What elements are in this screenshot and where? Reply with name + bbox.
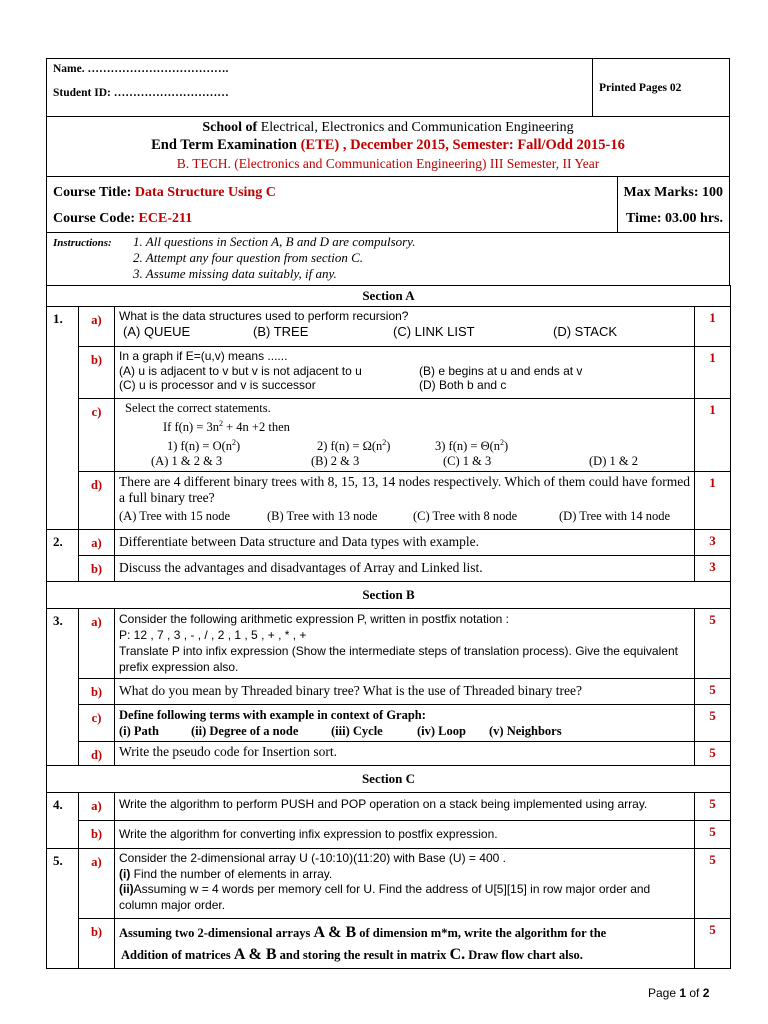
question-row	[47, 399, 731, 472]
question-part: c)	[79, 399, 115, 472]
options	[119, 454, 690, 469]
instruction-item: 2. Attempt any four question from section C.	[133, 250, 364, 265]
question-row	[47, 347, 731, 399]
sub-question-label: (i)	[119, 866, 131, 881]
instructions-label: Instructions:	[53, 237, 112, 249]
question-marks: 5	[695, 705, 731, 742]
option: (D) Both b and c	[419, 378, 507, 392]
question-part: a)	[79, 849, 115, 919]
question-part: b)	[79, 556, 115, 582]
question-row	[47, 472, 731, 530]
option: (D) STACK	[553, 324, 618, 339]
section-a-heading: Section A	[47, 286, 731, 307]
course-title-label: Course Title:	[53, 185, 132, 200]
text-fragment: Page	[648, 986, 680, 1000]
name-field: Name. ……………………………….	[53, 63, 229, 75]
question-marks: 1	[695, 307, 731, 347]
question-number: 1.	[47, 307, 79, 530]
exam-prefix: End Term Examination	[151, 137, 297, 153]
option: (C) LINK LIST	[393, 324, 475, 339]
title-block	[46, 117, 730, 176]
section-b-heading: Section B	[47, 582, 731, 609]
question-marks: 3	[695, 530, 731, 556]
question-marks: 1	[695, 347, 731, 399]
question-stem: Consider the following arithmetic expression P, written in postfix notation :	[119, 612, 509, 627]
question-instruction: Translate P into infix expression (Show the intermediate steps of translation process). Give the equivalent prefix expression also.	[119, 644, 678, 675]
question-number: 4.	[47, 793, 79, 849]
text-fragment: of dimension m*m, write the algorithm for the	[356, 926, 607, 941]
school-line	[47, 119, 729, 136]
page-number: 1	[679, 986, 687, 1000]
statement	[435, 435, 508, 454]
question-number: 5.	[47, 849, 79, 969]
exam-line	[47, 136, 729, 155]
question-text: Write the pseudo code for Insertion sort.	[115, 742, 695, 766]
question-stem: Select the correct statements.	[125, 401, 271, 415]
text-fragment: If f(n) = 3n	[163, 420, 219, 435]
question-text	[115, 919, 695, 969]
option: (A) Tree with 15 node	[119, 509, 231, 524]
matrix-names: A & B	[233, 946, 277, 964]
superscript: 2	[500, 438, 505, 448]
question-text: Write the algorithm for converting infix expression to postfix expression.	[115, 821, 695, 849]
sub-question-label: (ii)	[119, 882, 134, 897]
option: (B) 2 & 3	[311, 454, 360, 469]
course-code: ECE-211	[138, 211, 193, 226]
question-text	[115, 849, 695, 919]
postfix-expression: P: 12 , 7 , 3 , - , / , 2 , 1 , 5 , + , * , +	[119, 628, 307, 643]
text-fragment: Addition of matrices	[121, 948, 234, 963]
option: (A) u is adjacent to v but v is not adjacent to u	[119, 363, 362, 378]
question-row	[47, 530, 731, 556]
statements	[119, 435, 690, 454]
question-text	[115, 347, 695, 399]
question-part: b)	[79, 347, 115, 399]
student-id-field: Student ID: …………………………	[53, 87, 229, 99]
question-text: Differentiate between Data structure and Data types with example.	[115, 530, 695, 556]
text-fragment: and storing the result in matrix	[276, 948, 450, 963]
question-text	[115, 705, 695, 742]
question-marks: 3	[695, 556, 731, 582]
question-stem: There are 4 different binary trees with 8, 15, 13, 14 nodes respectively. Which of them could have formed a full binary tree?	[119, 474, 690, 506]
term: (ii) Degree of a node	[191, 724, 299, 739]
instructions	[46, 233, 730, 285]
text-fragment: 2) f(n) = Ω(n	[317, 439, 383, 454]
function-line	[119, 416, 690, 435]
superscript: 2	[232, 438, 237, 448]
question-part: a)	[79, 307, 115, 347]
question-line	[119, 944, 690, 966]
superscript: 2	[219, 419, 223, 428]
exam-meta	[618, 177, 730, 233]
question-row	[47, 793, 731, 821]
question-part: d)	[79, 742, 115, 766]
text-fragment: 3) f(n) = Θ(n	[435, 439, 501, 454]
page-total: 2	[702, 986, 710, 1000]
header-table	[46, 58, 730, 117]
question-row	[47, 705, 731, 742]
sub-question	[119, 867, 690, 883]
question-number: 3.	[47, 609, 79, 766]
sub-question	[119, 882, 690, 913]
question-stem: Consider the 2-dimensional array U (-10:10)(11:20) with Base (U) = 400 .	[119, 851, 506, 866]
question-part: c)	[79, 705, 115, 742]
term: (i) Path	[119, 724, 159, 739]
question-marks: 1	[695, 399, 731, 472]
question-marks: 5	[695, 821, 731, 849]
question-part: a)	[79, 530, 115, 556]
question-text: What do you mean by Threaded binary tree? What is the use of Threaded binary tree?	[115, 679, 695, 705]
question-text	[115, 307, 695, 347]
question-row	[47, 742, 731, 766]
option: (B) e begins at u and ends at v	[419, 363, 583, 378]
exam-details: (ETE) , December 2015, Semester: Fall/Odd 2015-16	[300, 137, 625, 153]
sub-question-text: Find the number of elements in array.	[130, 866, 333, 881]
option: (A) 1 & 2 & 3	[151, 454, 223, 469]
question-row	[47, 307, 731, 347]
question-row	[47, 849, 731, 919]
question-stem: Define following terms with example in context of Graph:	[119, 708, 426, 723]
term: (iii) Cycle	[331, 724, 383, 739]
question-stem: What is the data structures used to perform recursion?	[119, 309, 409, 323]
question-text	[115, 609, 695, 679]
question-row	[47, 821, 731, 849]
options	[119, 324, 690, 339]
course-title: Data Structure Using C	[134, 185, 276, 200]
option: (C) u is processor and v is successor	[119, 378, 316, 392]
text-fragment: of	[686, 986, 703, 1000]
course-info	[47, 177, 618, 233]
instruction-item: 1. All questions in Section A, B and D are compulsory.	[133, 234, 416, 249]
text-fragment: )	[236, 439, 241, 454]
question-marks: 1	[695, 472, 731, 530]
question-marks: 5	[695, 849, 731, 919]
course-table	[46, 176, 730, 233]
question-marks: 5	[695, 793, 731, 821]
option: (B) TREE	[253, 324, 309, 339]
text-fragment: + 4n +2 then	[223, 420, 290, 435]
question-part: a)	[79, 793, 115, 821]
text-fragment: )	[386, 439, 391, 454]
question-part: b)	[79, 679, 115, 705]
question-part: d)	[79, 472, 115, 530]
question-marks: 5	[695, 742, 731, 766]
matrix-name: C.	[449, 946, 466, 964]
text-fragment: )	[504, 439, 509, 454]
instructions-list	[133, 234, 416, 282]
question-part: b)	[79, 919, 115, 969]
text-fragment: Draw flow chart also.	[465, 948, 583, 963]
option: (A) QUEUE	[123, 324, 191, 339]
student-info	[47, 59, 593, 117]
question-marks: 5	[695, 609, 731, 679]
question-stem: In a graph if E=(u,v) means ......	[119, 349, 288, 363]
options	[119, 508, 690, 524]
option: (C) 1 & 3	[443, 454, 492, 469]
section-c-heading: Section C	[47, 766, 731, 793]
question-part: a)	[79, 609, 115, 679]
question-text: Discuss the advantages and disadvantages of Array and Linked list.	[115, 556, 695, 582]
instruction-item: 3. Assume missing data suitably, if any.	[133, 266, 337, 281]
question-row	[47, 609, 731, 679]
question-marks: 5	[695, 919, 731, 969]
program-line: B. TECH. (Electronics and Communication Engineering) III Semester, II Year	[176, 156, 600, 171]
question-text	[115, 399, 695, 472]
printed-pages: Printed Pages 02	[593, 59, 730, 117]
term: (v) Neighbors	[489, 724, 562, 739]
superscript: 2	[382, 438, 387, 448]
question-row	[47, 556, 731, 582]
text-fragment: 1) f(n) = O(n	[167, 439, 233, 454]
school-name: Electrical, Electronics and Communication Engineering	[260, 120, 574, 135]
question-line	[119, 922, 690, 944]
term-list	[119, 723, 690, 739]
max-marks: Max Marks: 100	[623, 185, 723, 200]
school-prefix: School of	[202, 120, 258, 135]
option: (C) Tree with 8 node	[413, 509, 518, 524]
question-text	[115, 472, 695, 530]
statement	[317, 435, 435, 454]
sub-question-text: Assuming w = 4 words per memory cell for U. Find the address of U[5][15] in row major order and column major order.	[119, 882, 651, 912]
question-part: b)	[79, 821, 115, 849]
term: (iv) Loop	[417, 724, 466, 739]
option: (D) Tree with 14 node	[559, 509, 671, 524]
question-marks: 5	[695, 679, 731, 705]
course-code-label: Course Code:	[53, 211, 136, 226]
question-text: Write the algorithm to perform PUSH and POP operation on a stack being implemented using array.	[115, 793, 695, 821]
question-row	[47, 919, 731, 969]
page-footer	[648, 986, 709, 1000]
statement	[167, 435, 317, 454]
exam-time: Time: 03.00 hrs.	[626, 211, 723, 226]
option: (B) Tree with 13 node	[267, 509, 378, 524]
matrix-names: A & B	[313, 924, 357, 942]
text-fragment: Assuming two 2-dimensional arrays	[119, 926, 314, 941]
option: (D) 1 & 2	[589, 454, 638, 469]
question-number: 2.	[47, 530, 79, 582]
questions-table	[46, 285, 731, 969]
question-row	[47, 679, 731, 705]
exam-paper	[46, 58, 730, 969]
